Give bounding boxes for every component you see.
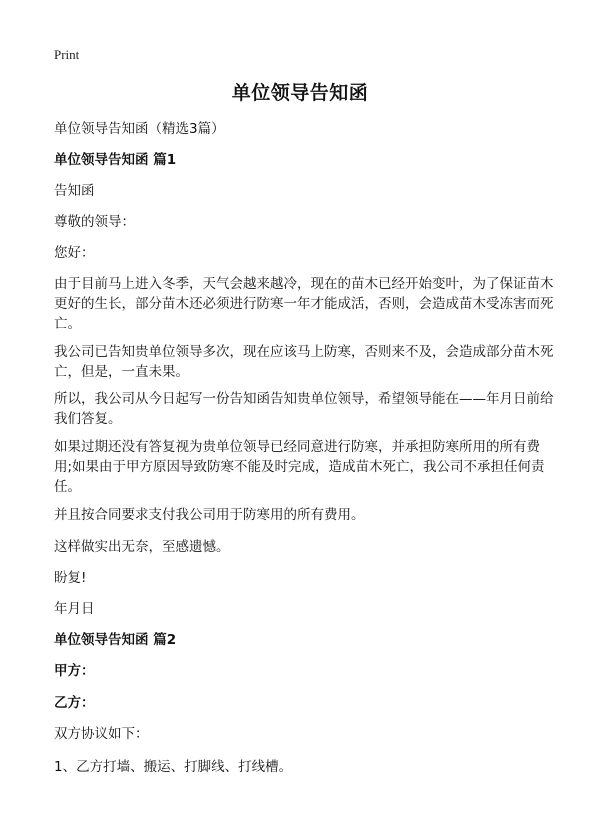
paragraph-2: 我公司已告知贵单位领导多次，现在应该马上防寒，否则来不及，会造成部分苗木死亡，但是，一直未果。 bbox=[54, 344, 554, 380]
paragraph-3: 所以，我公司从今日起写一份告知函告知贵单位领导，希望领导能在——年月日前给我们答复。 bbox=[54, 391, 554, 427]
document-subtitle: 单位领导告知函（精选3篇） bbox=[54, 121, 225, 137]
date-line: 年月日 bbox=[54, 601, 95, 617]
greeting: 您好： bbox=[54, 245, 95, 261]
paragraph-1: 由于目前马上进入冬季，天气会越来越冷，现在的苗木已经开始变叶，为了保证苗木更好的生长，部分苗木还必须进行防寒一年才能成活，否则，会造成苗木受冻害而死亡。 bbox=[54, 276, 554, 332]
paragraph-6: 这样做实出无奈，至感遗憾。 bbox=[54, 539, 230, 555]
paragraph-4: 如果过期还没有答复视为贵单位领导已经同意进行防寒，并承担防寒所用的所有费用;如果由于甲方原因导致防寒不能及时完成，造成苗木死亡，我公司不承担任何责任。 bbox=[54, 439, 545, 495]
paragraph-5: 并且按合同要求支付我公司用于防寒用的所有费用。 bbox=[54, 507, 365, 523]
party-b-label: 乙方： bbox=[54, 695, 95, 711]
letter-type: 告知函 bbox=[54, 183, 95, 199]
closing: 盼复! bbox=[54, 570, 87, 586]
document-title: 单位领导告知函 bbox=[231, 82, 369, 104]
party-a-label: 甲方： bbox=[54, 663, 95, 679]
agreement-item-1: 1、乙方打墙、搬运、打脚线、打线槽。 bbox=[54, 759, 293, 775]
salutation: 尊敬的领导： bbox=[54, 214, 135, 230]
agreement-intro: 双方协议如下： bbox=[54, 726, 149, 742]
section-2-heading: 单位领导告知函 篇2 bbox=[54, 632, 177, 648]
section-1-heading: 单位领导告知函 篇1 bbox=[54, 152, 177, 168]
print-link[interactable]: Print bbox=[54, 47, 80, 62]
